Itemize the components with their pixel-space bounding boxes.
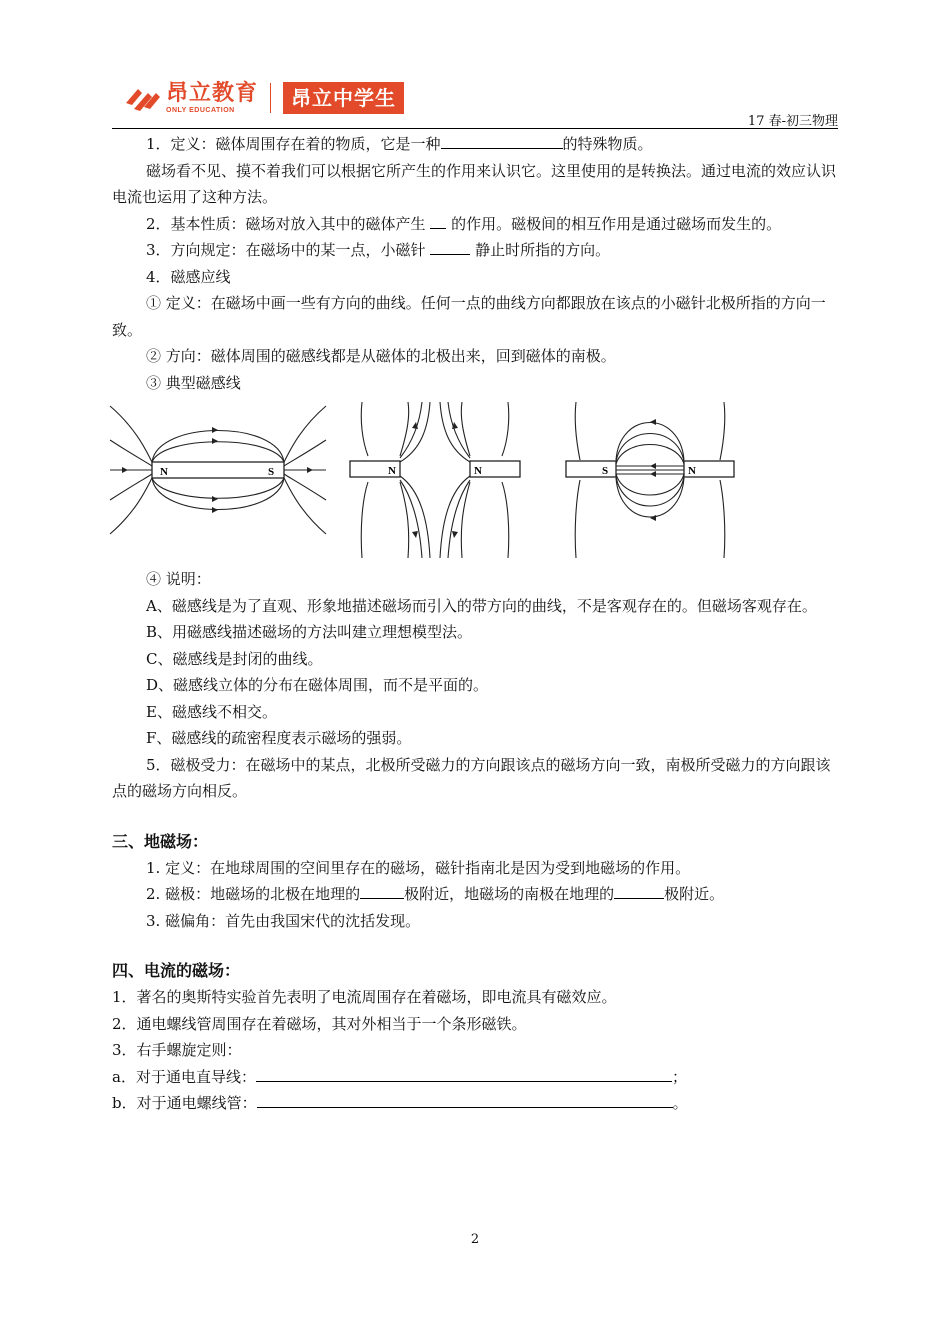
left-magnet <box>566 461 616 477</box>
field-lines-definition: ① 定义：在磁场中画一些有方向的曲线。任何一点的曲线方向都跟放在该点的小磁针北极所指的方向一致。 <box>112 294 826 339</box>
field-line-figures <box>112 400 842 560</box>
logo-divider <box>270 83 271 113</box>
field-lines-direction: ② 方向：磁体周围的磁感线都是从磁体的北极出来，回到磁体的南极。 <box>146 347 616 365</box>
note-item: E、磁感线不相交。 <box>146 702 277 721</box>
pole-label: N <box>474 465 482 477</box>
pole-label: N <box>688 465 696 477</box>
answer-blank <box>614 883 664 899</box>
answer-blank <box>360 883 404 899</box>
typical-field-lines-label: ③ 典型磁感线 <box>146 373 241 392</box>
page-number: 2 <box>470 1232 480 1247</box>
opposite-poles-figure <box>560 400 740 560</box>
brand-name: 昂立教育 <box>166 80 259 106</box>
document-body <box>112 131 842 1117</box>
note-item: F、磁感线的疏密程度表示磁场的强弱。 <box>146 729 412 747</box>
geomagnetic-definition: 1. 定义：在地球周围的空间里存在的磁场，磁针指南北是因为受到地磁场的作用。 <box>146 858 691 877</box>
brand-text <box>166 80 259 114</box>
brand-sub-badge: 昂立中学生 <box>283 82 404 114</box>
basic-property-line: 2．基本性质：磁场对放入其中的磁体产生 的作用。磁极间的相互作用是通过磁场而发生的。 <box>146 214 782 233</box>
logo <box>122 78 404 118</box>
note-item: B、用磁感线描述磁场的方法叫建立理想模型法。 <box>146 623 473 641</box>
answer-blank <box>441 133 563 149</box>
section-heading-current-field: 四、电流的磁场： <box>112 961 241 980</box>
course-label: 17 春-初三物理 <box>747 114 838 129</box>
pole-label: S <box>268 466 275 478</box>
pole-label: N <box>160 466 168 478</box>
answer-blank <box>256 1066 672 1082</box>
brand-mark-icon <box>122 81 162 115</box>
geomagnetic-poles-line: 2. 磁极：地磁场的北极在地理的 极附近，地磁场的南极在地理的 极附近。 <box>146 885 725 903</box>
bar-magnet <box>152 462 284 478</box>
pole-label: N <box>388 465 396 477</box>
note-item: D、磁感线立体的分布在磁体周围，而不是平面的。 <box>146 676 489 694</box>
note-item: C、磁感线是封闭的曲线。 <box>146 649 323 668</box>
pole-force-line: 5．磁极受力：在磁场中的某点，北极所受磁力的方向跟该点的磁场方向一致，南极所受磁力的方向跟该点的磁场方向相反。 <box>112 755 831 800</box>
definition-line: 1．定义：磁体周围存在着的物质，它是一种 的特殊物质。 <box>146 135 653 153</box>
straight-wire-line: a．对于通电直导线： ； <box>112 1067 687 1086</box>
paragraph-conversion-method: 磁场看不见、摸不着我们可以根据它所产生的作用来认识它。这里使用的是转换法。通过电流的效应认识电流也运用了这种方法。 <box>112 161 837 206</box>
pole-label: S <box>602 465 609 477</box>
declination-line: 3. 磁偏角：首先由我国宋代的沈括发现。 <box>146 911 421 930</box>
field-lines-heading: 4．磁感应线 <box>146 267 231 286</box>
answer-blank <box>430 213 446 229</box>
answer-blank <box>257 1092 673 1108</box>
notes-title: ④ 说明： <box>146 570 211 588</box>
direction-rule-line: 3．方向规定：在磁场中的某一点，小磁针 静止时所指的方向。 <box>146 241 611 259</box>
page-header <box>0 0 950 130</box>
solenoid-line: 2．通电螺线管周围存在着磁场，其对外相当于一个条形磁铁。 <box>112 1014 527 1033</box>
solenoid-rule-line: b．对于通电螺线管： 。 <box>112 1094 688 1112</box>
right-hand-rule-line: 3．右手螺旋定则： <box>112 1041 242 1059</box>
note-item: A、磁感线是为了直观、形象地描述磁场而引入的带方向的曲线，不是客观存在的。但磁场客观存在。 <box>146 596 817 615</box>
bar-magnet-figure <box>108 400 328 560</box>
header-rule <box>112 128 838 129</box>
oersted-line: 1．著名的奥斯特实验首先表明了电流周围存在着磁场，即电流具有磁效应。 <box>112 988 617 1006</box>
brand-name-en: ONLY EDUCATION <box>166 106 235 114</box>
section-heading-geomagnetic: 三、地磁场： <box>112 831 209 851</box>
like-poles-figure <box>348 400 523 560</box>
answer-blank <box>430 239 470 255</box>
